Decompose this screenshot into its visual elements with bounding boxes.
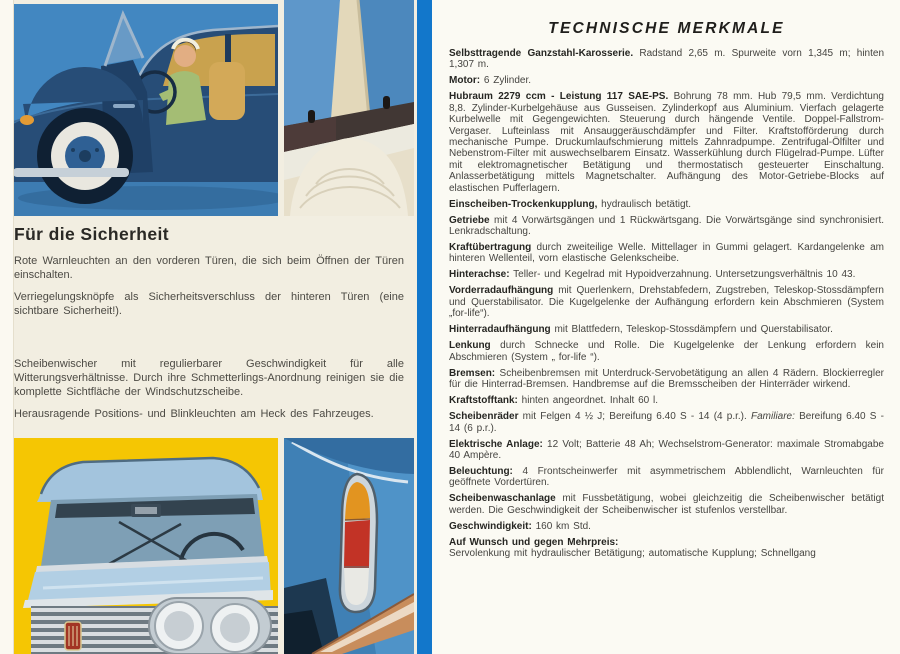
- lock-knob-right: [383, 96, 390, 109]
- safety-paragraph: Herausragende Positions- und Blinkleuchten am Heck des Fahrzeuges.: [14, 408, 374, 421]
- spec-paragraph: Motor: 6 Zylinder.: [449, 75, 532, 87]
- spec-paragraph: Einscheiben-Trockenkupplung, hydraulisch betätigt.: [449, 198, 692, 210]
- left-page: [0, 0, 417, 654]
- spec-paragraph: Auf Wunsch und gegen Mehrpreis: Servolenkung mit hydraulischer Betätigung; automatische Kupplung; Schnellgang: [449, 536, 816, 560]
- safety-paragraph: Scheibenwischer mit regulierbarer Geschwindigkeit für alle Witterungsverhältnisse. Durch ihre Schmetterlings-Anordnung reinigen sie die komplette Sichtfläche der Windschutzscheibe.: [14, 358, 404, 398]
- safety-paragraph: Rote Warnleuchten an den vorderen Türen, die sich beim Öffnen der Türen einschalten.: [14, 255, 404, 281]
- right-page: [432, 0, 900, 654]
- spec-paragraph: Kraftstofftank: hinten angeordnet. Inhalt 60 l.: [449, 395, 658, 407]
- scan-edge: [0, 0, 14, 654]
- spec-paragraph: Scheibenwaschanlage mit Fussbetätigung, wobei gleichzeitig die Scheibenwischer betätigt werden. Die Geschwindigkeit der Scheibenwischer ist stufenlos verstellbar.: [449, 493, 884, 516]
- specs-list: [449, 48, 884, 560]
- technical-title: TECHNISCHE MERKMALE: [548, 20, 785, 37]
- spec-paragraph: Geschwindigkeit: 160 km Std.: [449, 520, 591, 532]
- spec-paragraph: Lenkung durch Schnecke und Rolle. Die Kugelgelenke der Lenkung erfordern kein Abschmieren (System „ for-life “).: [449, 340, 884, 363]
- spec-paragraph: Kraftübertragung durch zweiteilige Welle. Mittellager in Gummi gelagert. Kardangelenke am hinteren Wellenteil, vorn elastische Gelenkscheibe.: [449, 242, 884, 265]
- spec-paragraph: Beleuchtung: 4 Frontscheinwerfer mit asymmetrischem Abblendlicht, Warnleuchten für geöffnete Vordertüren.: [449, 465, 884, 489]
- woman-face: [174, 45, 196, 67]
- spec-paragraph: Hubraum 2279 ccm - Leistung 117 SAE-PS. Bohrung 78 mm. Hub 79,5 mm. Verdichtung 8,8. Zylinder-Kurbelgehäuse aus Gusseisen. Zylinderkopf aus Aluminium. Vierfach gelagerte Kurbelwelle mit Gegengewichten. Steuerung durch hängende Ventile. Doppel-Fallstrom-Vergaser. Lufteinlass mit Ansauggeräuschdämpfer und Filter. Kraftstofförderung durch mechanische Pumpe. Druckumlaufschmierung mittels Zahnradpumpe. Zentrifugal-Ölfilter und Nebenstrom-Filter mit auswechselbarem Einsatz. Wasserkühlung durch Flügelrad-Pumpe. Lüfter mit elektromagnetischer Betätigung und thermostatisch gesteuerter Einschaltung. Anlasserbetätigung mittels Magnetschalter. Aufhängung des Motor-Getriebe-Blocks auf elastischen Pufferlagern.: [449, 91, 884, 194]
- front-bumper: [13, 168, 129, 177]
- left-window-sky: [284, 0, 340, 128]
- photo-car-front-grille: [13, 438, 278, 654]
- spec-paragraph: Elektrische Anlage: 12 Volt; Batterie 48 Ah; Wechselstrom-Generator: maximale Stromabgabe 40 Ampère.: [449, 438, 884, 461]
- spec-paragraph: Getriebe mit 4 Vorwärtsgängen und 1 Rückwärtsgang. Die Vorwärtsgänge sind synchronisiert. Lenkradschaltung.: [449, 214, 884, 238]
- spec-paragraph: Hinterradaufhängung mit Blattfedern, Teleskop-Stossdämpfern und Querstabilisator.: [449, 324, 833, 336]
- spec-paragraph: Scheibenräder mit Felgen 4 ½ J; Bereifung 6.40 S - 14 (4 p.r.). Familiare: Bereifung 6.40 S - 14 (6 p.r.).: [449, 411, 884, 434]
- photo-tail-light: [284, 438, 414, 654]
- side-indicator-lamp: [20, 115, 34, 125]
- photo-door-lock-knobs: [284, 0, 414, 216]
- safety-heading: Für die Sicherheit: [14, 224, 170, 244]
- lock-knob-left: [308, 110, 315, 123]
- safety-section: [14, 224, 404, 431]
- spec-paragraph: Vorderradaufhängung mit Querlenkern, Drehstabfedern, Zugstreben, Teleskop-Stossdämpfern und Querstabilisator. Die Kugelgelenke der Aufhängung erfordern kein Abschmieren (System „for-life“).: [449, 285, 884, 320]
- photo-woman-in-blue-car: [13, 4, 278, 216]
- blue-divider-stripe: [417, 0, 432, 654]
- spec-paragraph: Bremsen: Scheibenbremsen mit Unterdruck-Servobetätigung an allen 4 Rädern. Blockierregler für die Hinterrad-Bremsen. Handbremse auf die Bremsscheiben der Hinterräder wirkend.: [449, 367, 884, 391]
- technical-section: [449, 20, 884, 564]
- spec-paragraph: Selbsttragende Ganzstahl-Karosserie. Radstand 2,65 m. Spurweite vorn 1,345 m; hinten 1,307 m.: [449, 48, 885, 71]
- spec-paragraph: Hinterachse: Teller- und Kegelrad mit Hypoidverzahnung. Untersetzungsverhältnis 10 43.: [449, 269, 856, 281]
- tail-light-red: [344, 520, 370, 566]
- safety-paragraph: Verriegelungsknöpfe als Sicherheitsverschluss der hinteren Türen (eine sichtbare Sicherheit!).: [14, 291, 404, 317]
- car-seat: [209, 62, 245, 120]
